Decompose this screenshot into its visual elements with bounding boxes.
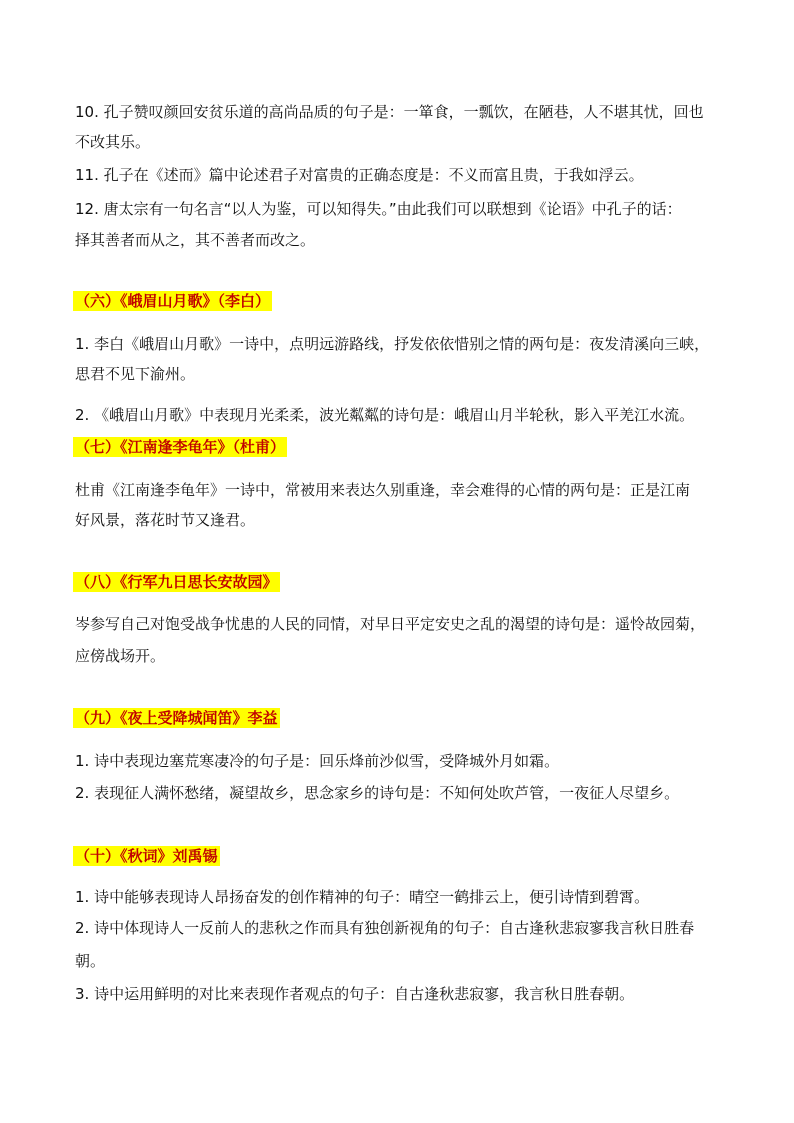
- section-heading: （六）《峨眉山月歌》（李白）: [75, 292, 271, 310]
- text-line: 11. 孔子在《述而》篇中论述君子对富贵的正确态度是：不义而富且贵，于我如浮云。: [75, 166, 644, 184]
- text-line: 好风景，落花时节又逢君。: [75, 511, 256, 529]
- text-line: 1. 诗中表现边塞荒寒凄冷的句子是：回乐烽前沙似雪，受降城外月如霜。: [75, 752, 560, 770]
- text-line: 2. 诗中体现诗人一反前人的悲秋之作而具有独创新视角的句子：自古逢秋悲寂寥我言秋日胜春: [75, 919, 695, 937]
- section-heading: （七）《江南逢李龟年》（杜甫）: [75, 438, 286, 456]
- text-line: 应傍战场开。: [75, 647, 166, 665]
- text-line: 1. 李白《峨眉山月歌》一诗中，点明远游路线，抒发依依惜别之情的两句是：夜发清溪向三峡，: [75, 335, 710, 353]
- text-line: 杜甫《江南逢李龟年》一诗中，常被用来表达久别重逢，幸会难得的心情的两句是：正是江南: [75, 481, 691, 499]
- text-line: 不改其乐。: [75, 133, 151, 151]
- text-line: 1. 诗中能够表现诗人昂扬奋发的创作精神的句子：晴空一鹤排云上，便引诗情到碧霄。: [75, 888, 650, 906]
- text-line: 岑参写自己对饱受战争忧患的人民的同情，对早日平定安史之乱的渴望的诗句是：遥怜故园菊，: [75, 615, 706, 633]
- text-line: 10. 孔子赞叹颜回安贫乐道的高尚品质的句子是：一箪食，一瓢饮，在陋巷，人不堪其忧，回也: [75, 103, 704, 121]
- text-line: 3. 诗中运用鲜明的对比来表现作者观点的句子：自古逢秋悲寂寥，我言秋日胜春朝。: [75, 985, 635, 1003]
- text-line: 2. 《峨眉山月歌》中表现月光柔柔，波光粼粼的诗句是：峨眉山月半轮秋，影入平羌江水流。: [75, 406, 695, 424]
- section-heading: （九）《夜上受降城闻笛》李益: [75, 709, 278, 727]
- text-line: 2. 表现征人满怀愁绪，凝望故乡，思念家乡的诗句是：不知何处吹芦管，一夜征人尽望乡。: [75, 784, 680, 802]
- section-heading: （八）《行军九日思长安故园》: [75, 573, 278, 591]
- section-heading: （十）《秋词》刘禹锡: [75, 847, 218, 865]
- text-line: 12. 唐太宗有一句名言“以人为鉴，可以知得失。”由此我们可以联想到《论语》中孔子的话：: [75, 200, 682, 218]
- text-line: 思君不见下渝州。: [75, 365, 196, 383]
- text-line: 朝。: [75, 952, 106, 970]
- text-line: 择其善者而从之，其不善者而改之。: [75, 231, 316, 249]
